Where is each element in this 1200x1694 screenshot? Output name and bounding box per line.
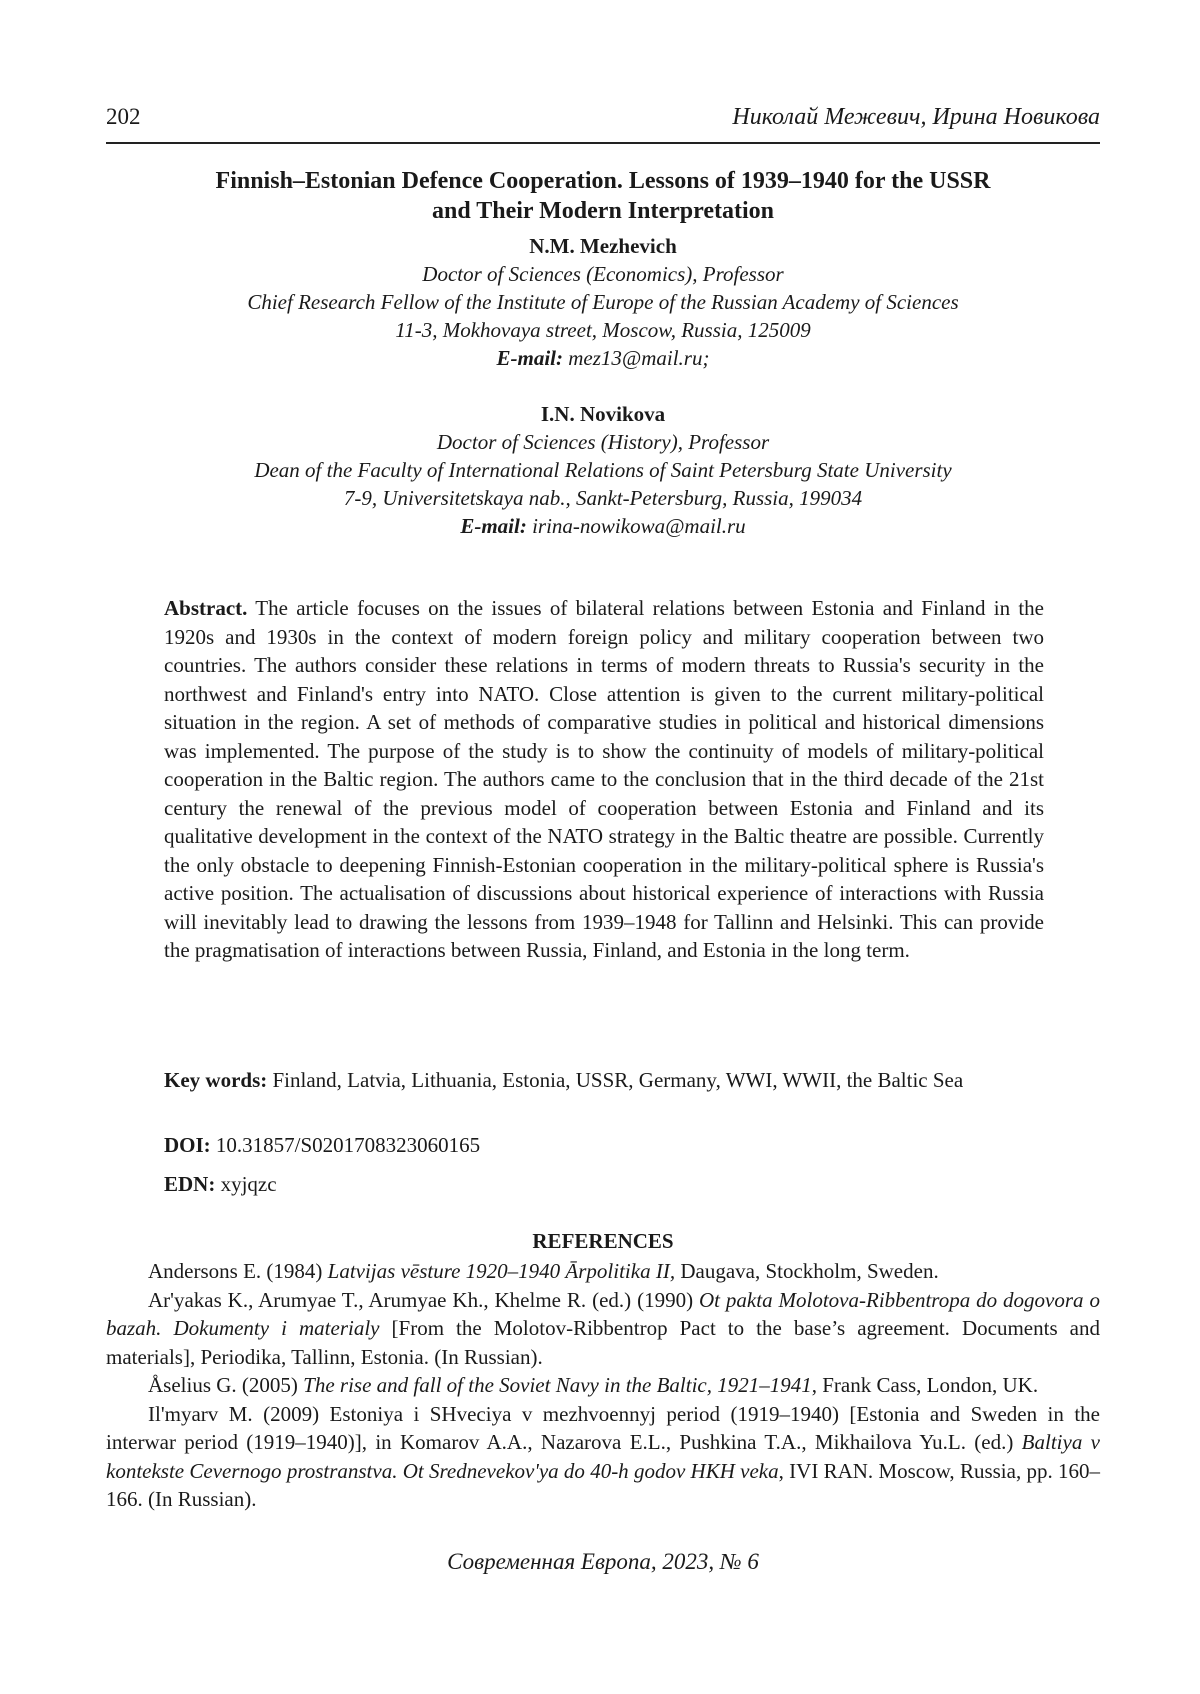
article-title (106, 166, 1100, 226)
edn-label: EDN: (164, 1172, 216, 1196)
author-email-line (106, 344, 1100, 372)
keywords-label: Key words: (164, 1068, 268, 1092)
reference-title: Latvijas vēsture 1920–1940 Ārpolitika II, (327, 1259, 676, 1283)
running-authors: Николай Межевич, Ирина Новикова (732, 104, 1100, 130)
doi-value: 10.31857/S0201708323060165 (215, 1133, 481, 1157)
author-address: 7-9, Universitetskaya nab., Sankt-Petersburg, Russia, 199034 (343, 486, 863, 510)
reference-item: Åselius G. (2005) The rise and fall of the Soviet Navy in the Baltic, 1921–1941, Frank Cass, London, UK. (148, 1373, 1039, 1397)
author-block-2 (106, 400, 1100, 540)
author-email: irina-nowikowa@mail.ru (532, 514, 746, 538)
abstract (164, 594, 1044, 965)
reference-title: The rise and fall of the Soviet Navy in the Baltic, 1921–1941 (303, 1373, 812, 1397)
reference-title: Ot pakta Molotova-Ribbentropa do dogovora o bazah. Dokumenty i materialy (106, 1287, 1100, 1340)
author-name: N.M. Mezhevich (529, 234, 677, 258)
email-label: E-mail: (496, 346, 563, 370)
author-degree: Doctor of Sciences (Economics), Professor (422, 262, 784, 286)
doi-label: DOI: (164, 1133, 211, 1157)
edn-line (164, 1170, 1044, 1198)
author-block-1 (106, 232, 1100, 372)
author-address: 11-3, Mokhovaya street, Moscow, Russia, 125009 (395, 318, 811, 342)
article-title-line-1: Finnish–Estonian Defence Cooperation. Lessons of 1939–1940 for the USSR (215, 168, 991, 194)
author-email: mez13@mail.ru; (568, 346, 710, 370)
reference-item: Ar'yakas K., Arumyae T., Arumyae Kh., Khelme R. (ed.) (1990) Ot pakta Molotova-Ribbentropa do dogovora o bazah. Dokumenty i materialy [From the Molotov-Ribbentrop Pact to the base’s agreement. Documents and materials], Periodika, Tallinn, Estonia. (In Russian). (106, 1287, 1100, 1369)
author-degree: Doctor of Sciences (History), Professor (436, 430, 770, 454)
abstract-label: Abstract. (164, 596, 248, 620)
reference-title: Baltiya v kontekste Cevernogo prostranstva. Ot Srednevekov'ya do 40-h godov HKH veka (106, 1430, 1100, 1483)
reference-item: Andersons E. (1984) Latvijas vēsture 1920–1940 Ārpolitika II, Daugava, Stockholm, Sweden. (148, 1259, 939, 1283)
doi-line (164, 1131, 1044, 1159)
keywords (164, 1066, 1044, 1094)
author-position: Chief Research Fellow of the Institute of Europe of the Russian Academy of Sciences (247, 290, 959, 314)
author-position: Dean of the Faculty of International Relations of Saint Petersburg State University (254, 458, 952, 482)
email-label: E-mail: (460, 514, 527, 538)
references-heading: REFERENCES (532, 1229, 674, 1253)
keywords-text: Finland, Latvia, Lithuania, Estonia, USSR, Germany, WWI, WWII, the Baltic Sea (272, 1068, 964, 1092)
running-header (106, 104, 1100, 144)
references-list (106, 1257, 1100, 1514)
journal-footer: Современная Европа, 2023, № 6 (447, 1549, 759, 1574)
author-name: I.N. Novikova (540, 402, 666, 426)
author-email-line (106, 512, 1100, 540)
article-title-line-2: and Their Modern Interpretation (431, 198, 774, 224)
reference-item: Il'myarv M. (2009) Estoniya i SHveciya v mezhvoennyj period (1919–1940) [Estonia and Sweden in the interwar period (1919–1940)], in Komarov A.A., Nazarova E.L., Pushkina T.A., Mikhailova Yu.L. (ed.) Baltiya v kontekste Cevernogo prostranstva. Ot Srednevekov'ya do 40-h godov HKH veka, IVI RAN. Moscow, Russia, pp. 160–166. (In Russian). (106, 1401, 1100, 1511)
page-number: 202 (106, 104, 141, 129)
edn-value: xyjqzc (220, 1172, 277, 1196)
abstract-text: The article focuses on the issues of bilateral relations between Estonia and Finland in the 1920s and 1930s in the context of modern foreign policy and military cooperation between two countries. The authors consider these relations in terms of modern threats to Russia's security in the northwest and Finland's entry into NATO. Close attention is given to the current military-political situation in the region. A set of methods of comparative studies in political and historical dimensions was implemented. The purpose of the study is to show the continuity of models of military-political cooperation in the Baltic region. The authors came to the conclusion that in the third decade of the 21st century the renewal of the previous model of cooperation between Estonia and Finland and its qualitative development in the context of the NATO strategy in the Baltic theatre are possible. Currently the only obstacle to deepening Finnish-Estonian cooperation in the military-political sphere is Russia's active position. The actualisation of discussions about historical experience of interactions with Russia will inevitably lead to drawing the lessons from 1939–1948 for Tallinn and Helsinki. This can provide the pragmatisation of interactions between Russia, Finland, and Estonia in the long term. (164, 596, 1044, 962)
